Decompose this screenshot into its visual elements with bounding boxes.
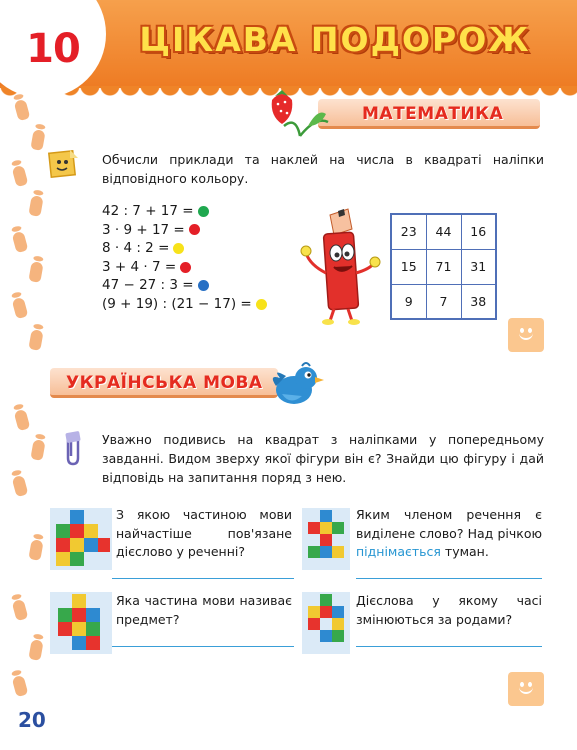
sticker-dot-green — [198, 206, 209, 217]
example-row — [102, 239, 267, 258]
example-row — [102, 202, 267, 221]
cube-figure-icon — [304, 590, 352, 652]
question-2-tail: туман. — [440, 544, 489, 559]
footprint-icon — [28, 261, 43, 283]
answer-line-2[interactable] — [356, 578, 542, 579]
sticker-dot-yellow — [256, 299, 267, 310]
grid-cell: 31 — [461, 249, 496, 284]
example-expression: 8 · 4 : 2 = — [102, 240, 170, 257]
footprint-icon — [30, 439, 45, 461]
grid-cell: 44 — [426, 214, 461, 249]
footprint-icon — [30, 129, 45, 151]
footprint-icon — [14, 409, 31, 431]
example-row — [102, 258, 267, 277]
math-task-text: Обчисли приклади та наклей на числа в квадраті наліпки відповідного кольору. — [102, 152, 544, 186]
footprint-icon — [12, 231, 29, 253]
ukrainian-section-title: УКРАЇНСЬКА МОВА — [66, 373, 263, 393]
grid-cell: 16 — [461, 214, 496, 249]
example-expression: 47 − 27 : 3 = — [102, 277, 194, 294]
sticker-dot-blue — [198, 280, 209, 291]
grid-row — [391, 249, 496, 284]
cube-figure-icon — [304, 506, 352, 570]
highlighted-word: піднімається — [356, 544, 441, 559]
smiley-icon — [508, 318, 544, 352]
example-row — [102, 295, 267, 314]
footprint-icon — [28, 329, 43, 351]
example-expression: 3 + 4 · 7 = — [102, 258, 177, 275]
grid-cell: 71 — [426, 249, 461, 284]
grid-cell: 23 — [391, 214, 426, 249]
answer-line-3[interactable] — [112, 646, 294, 647]
sticker-grid — [390, 213, 497, 320]
cube-figure-icon — [50, 508, 112, 570]
strawberry-icon — [266, 86, 332, 140]
smiley-icon — [508, 672, 544, 706]
question-2-text: Яким членом речення є виділене слово? Над річкою — [356, 507, 542, 541]
footprint-icon — [12, 165, 29, 187]
footprint-icon — [12, 675, 29, 697]
sticker-dot-red — [189, 224, 200, 235]
paper-clip-icon — [62, 430, 84, 466]
page-number: 20 — [18, 708, 46, 732]
answer-line-1[interactable] — [112, 578, 294, 579]
cube-figure-icon — [50, 592, 112, 654]
example-row — [102, 221, 267, 240]
question-1: З якою частиною мови найчастіше пов'язане дієслово у реченні? — [116, 507, 292, 559]
example-expression: 3 · 9 + 17 = — [102, 221, 185, 238]
grid-cell: 9 — [391, 284, 426, 319]
pencil-character-icon — [300, 205, 382, 325]
grid-row — [391, 214, 496, 249]
answer-line-4[interactable] — [356, 646, 542, 647]
sticker-icon — [48, 150, 80, 180]
question-2 — [356, 506, 542, 562]
footprint-icon — [12, 297, 29, 319]
bird-icon — [268, 360, 324, 410]
footprint-icon — [12, 599, 29, 621]
math-examples — [102, 202, 267, 314]
lesson-number: 10 — [26, 26, 80, 72]
footprint-icon — [28, 539, 43, 561]
example-expression: 42 : 7 + 17 = — [102, 203, 194, 219]
question-3: Яка частина мови називає предмет? — [116, 593, 292, 627]
math-section-title: МАТЕМАТИКА — [362, 104, 504, 124]
ukrainian-task-text: Уважно подивись на квадрат з наліпками у попередньому завданні. Видом зверху якої фігури він є? Знайди цю фігуру і дай відповідь на запитання поряд з нею. — [102, 432, 544, 485]
grid-cell: 7 — [426, 284, 461, 319]
example-expression: (9 + 19) : (21 − 17) = — [102, 295, 252, 312]
grid-cell: 15 — [391, 249, 426, 284]
sticker-dot-red — [180, 262, 191, 273]
grid-row — [391, 284, 496, 319]
grid-cell: 38 — [461, 284, 496, 319]
page-title: ЦІКАВА ПОДОРОЖ — [139, 20, 531, 59]
footprint-icon — [28, 639, 43, 661]
question-4: Дієслова у якому часі змінюються за родами? — [356, 593, 542, 627]
footprint-icon — [12, 475, 29, 497]
sticker-dot-yellow — [173, 243, 184, 254]
example-row — [102, 276, 267, 295]
footprint-icon — [14, 99, 31, 121]
footprint-icon — [28, 195, 43, 217]
